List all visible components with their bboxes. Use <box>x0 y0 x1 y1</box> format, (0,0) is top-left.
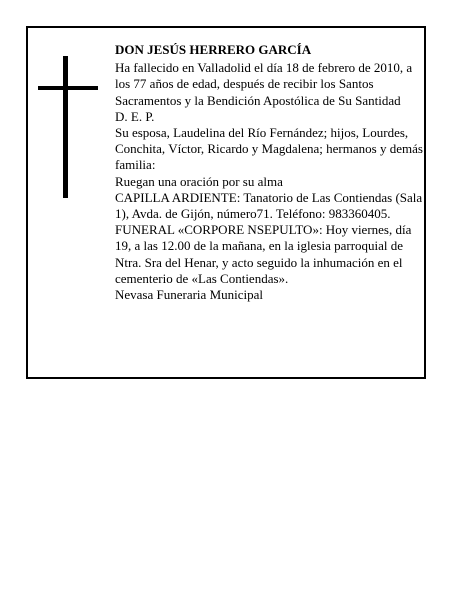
family-line: Su esposa, Laudelina del Río Fernández; hijos, Lourdes, Conchita, Víctor, Ricardo y Magdalena; hermanos y demás familia: <box>115 125 423 173</box>
prayer-request: Ruegan una oración por su alma <box>115 173 283 189</box>
cross-horizontal-bar <box>38 86 98 90</box>
deceased-name: DON JESÚS HERRERO GARCÍA <box>115 42 312 57</box>
funeral-home: Nevasa Funeraria Municipal <box>115 287 264 303</box>
obituary-notice <box>26 26 426 379</box>
rip-line: D. E. P. <box>115 108 155 124</box>
notice-text <box>115 42 425 303</box>
death-announcement: Ha fallecido en Valladolid el día 18 de febrero de 2010, a los 77 años de edad, después de recibir los Santos Sacramentos y la Bendición Apostólica de Su Santidad <box>115 60 413 108</box>
chapel-info: CAPILLA ARDIENTE: Tanatorio de Las Contiendas (Sala 1), Avda. de Gijón, número71. Teléfono: 983360405. <box>115 189 423 222</box>
funeral-info: FUNERAL «CORPORE NSEPULTO»: Hoy viernes, día 19, a las 12.00 de la mañana, en la iglesia parroquial de Ntra. Sra del Henar, y acto seguido la inhumación en el cementerio de «Las Contiendas». <box>115 222 412 286</box>
cross-vertical-bar <box>63 56 68 198</box>
cross-icon <box>38 56 98 198</box>
